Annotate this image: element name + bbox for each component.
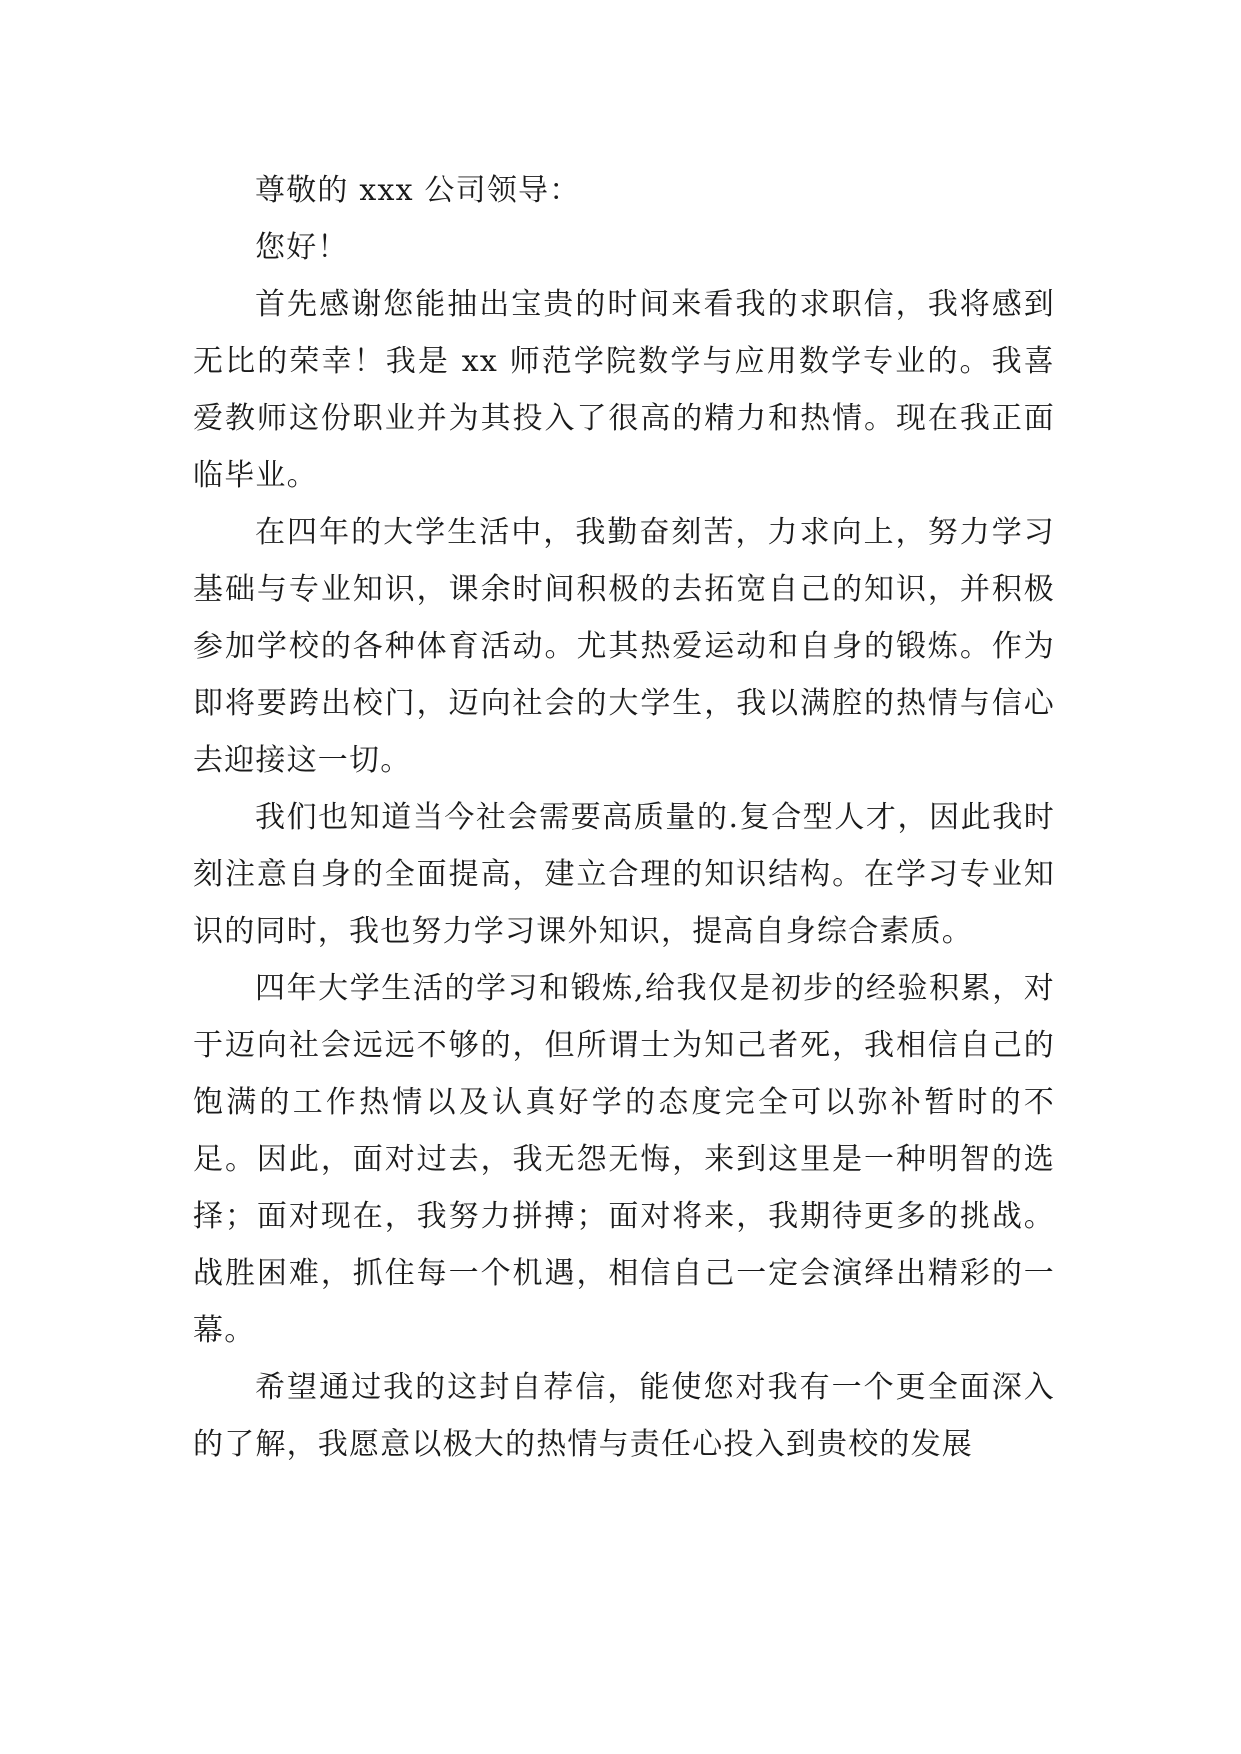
greeting: 您好！ [255, 230, 349, 265]
paragraph-experience: 四年大学生活的学习和锻炼,给我仅是初步的经验积累，对于迈向社会远远不够的，但所谓士为知己者死，我相信自己的饱满的工作热情以及认真好学的态度完全可以弥补暂时的不足。因此，面对过去，我无怨无悔，来到这里是一种明智的选择；面对现在，我努力拼搏；面对将来，我期待更多的挑战。战胜困难，抓住每一个机遇，相信自己一定会演绎出精彩的一幕。 [193, 971, 1055, 1348]
paragraph-closing: 希望通过我的这封自荐信，能使您对我有一个更全面深入的了解，我愿意以极大的热情与责任心投入到贵校的发展 [193, 1370, 1055, 1462]
paragraph-skills: 我们也知道当今社会需要高质量的.复合型人才，因此我时刻注意自身的全面提高，建立合理的知识结构。在学习专业知识的同时，我也努力学习课外知识，提高自身综合素质。 [193, 800, 1055, 949]
salutation: 尊敬的 xxx 公司领导： [255, 173, 581, 208]
letter-body [193, 162, 1055, 1473]
paragraph-intro: 首先感谢您能抽出宝贵的时间来看我的求职信，我将感到无比的荣幸！我是 xx 师范学院数学与应用数学专业的。我喜爱教师这份职业并为其投入了很高的精力和热情。现在我正面临毕业。 [193, 287, 1055, 493]
paragraph-university-life: 在四年的大学生活中，我勤奋刻苦，力求向上，努力学习基础与专业知识，课余时间积极的去拓宽自己的知识，并积极参加学校的各种体育活动。尤其热爱运动和自身的锻炼。作为即将要跨出校门，迈向社会的大学生，我以满腔的热情与信心去迎接这一切。 [193, 515, 1055, 778]
